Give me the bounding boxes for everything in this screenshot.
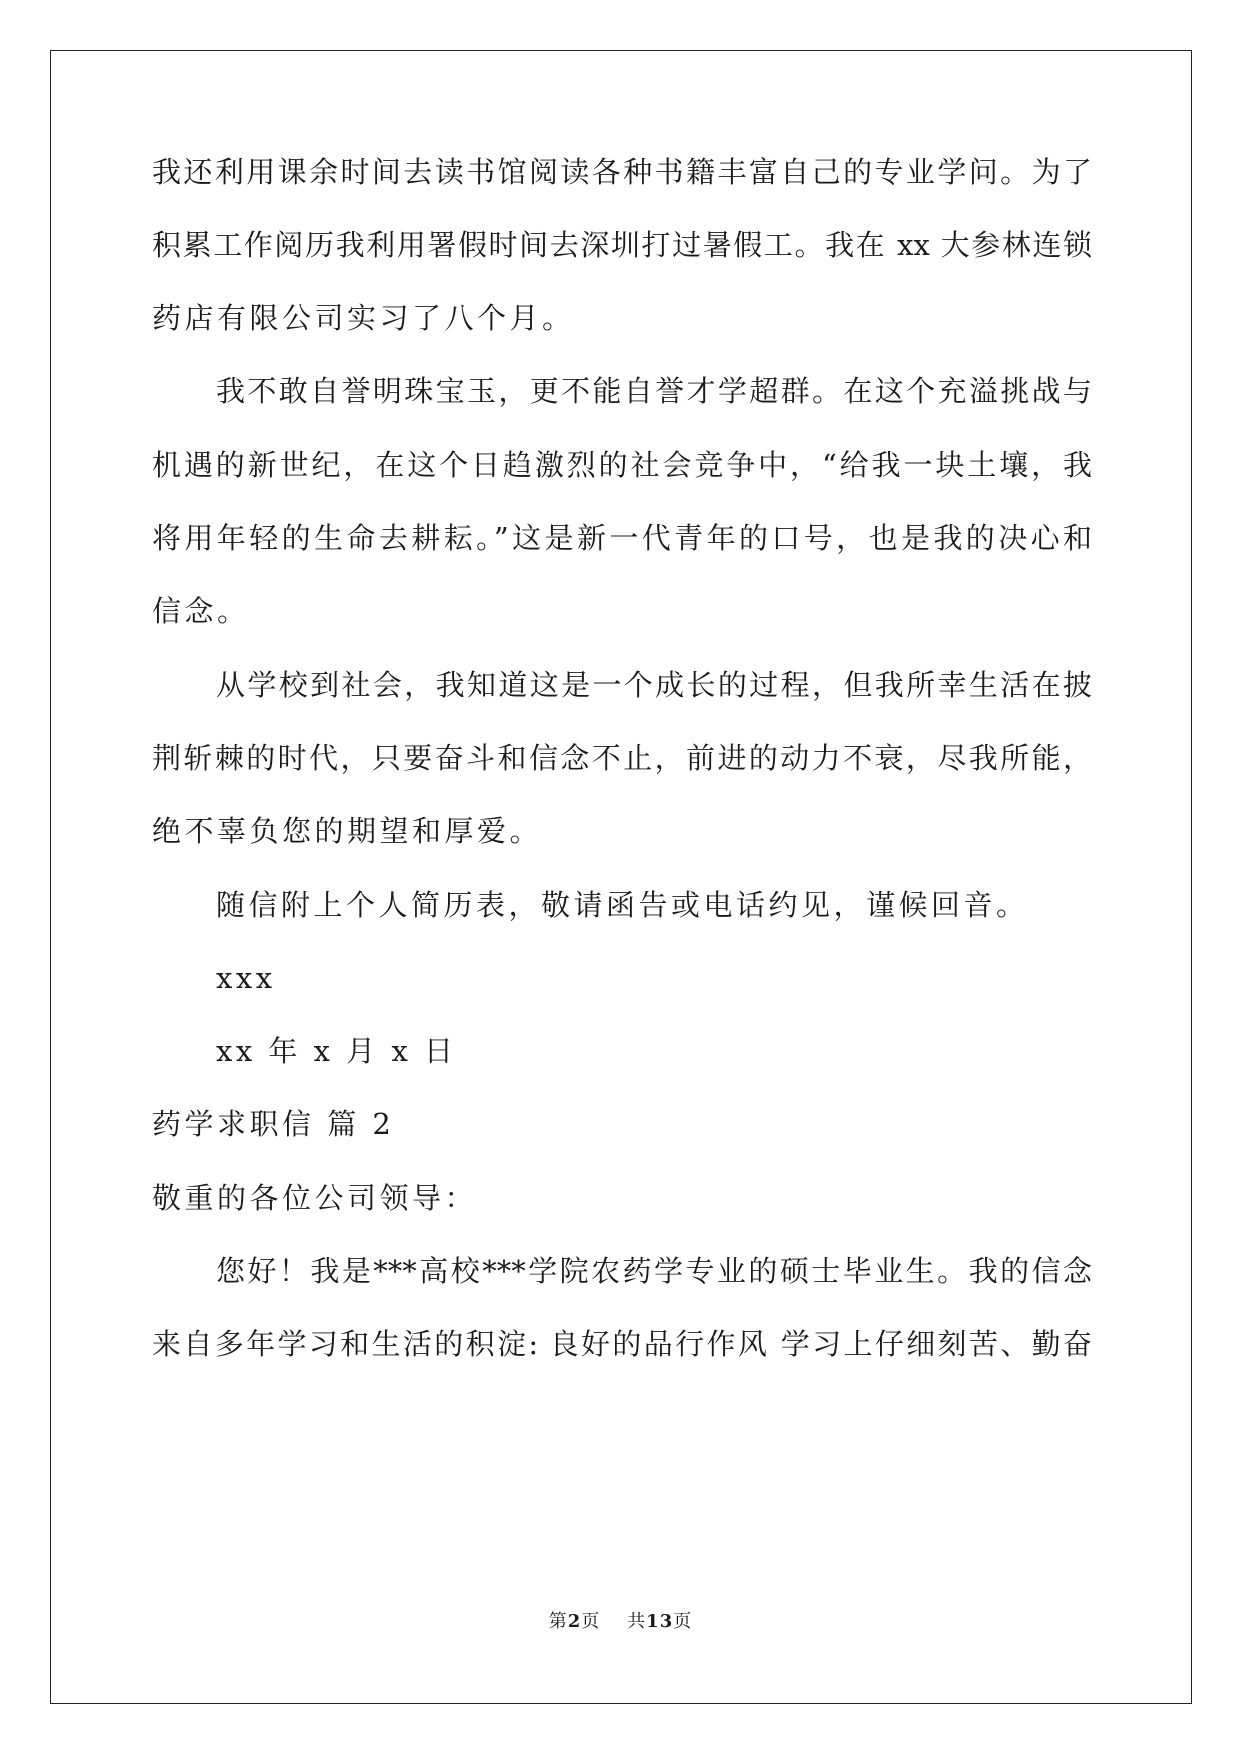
total-suffix: 页 (673, 1611, 693, 1632)
text-line: 将用年轻的生命去耕耘。”这是新一代青年的口号，也是我的决心和 (152, 521, 1092, 555)
text-line: 机遇的新世纪，在这个日趋激烈的社会竞争中，“给我一块土壤，我 (152, 448, 1092, 482)
page-prefix: 第 (548, 1611, 568, 1632)
signature-name: xxx (216, 961, 276, 995)
text-line: 我还利用课余时间去读书馆阅读各种书籍丰富自己的专业学问。为了 (152, 155, 1092, 189)
text-line: 从学校到社会，我知道这是一个成长的过程，但我所幸生活在披 (216, 668, 1092, 702)
total-pages: 13 (646, 1611, 674, 1632)
page-suffix: 页 (581, 1611, 601, 1632)
page-number: 2 (567, 1611, 582, 1632)
total-prefix: 共 (627, 1611, 647, 1632)
page-footer (0, 1610, 1241, 1634)
text-line: 来自多年学习和生活的积淀: 良好的品行作风 学习上仔细刻苦、勤奋 (152, 1327, 1092, 1361)
text-line: 信念。 (152, 594, 250, 628)
section-heading: 药学求职信 篇 2 (152, 1107, 395, 1141)
salutation: 敬重的各位公司领导： (152, 1181, 478, 1215)
text-line: 绝不辜负您的期望和厚爱。 (152, 814, 543, 848)
text-line: 积累工作阅历我利用署假时间去深圳打过暑假工。我在 xx 大参林连锁 (152, 228, 1092, 262)
text-line: 荆斩棘的时代，只要奋斗和信念不止，前进的动力不衰，尽我所能， (152, 741, 1092, 775)
text-line: 我不敢自誉明珠宝玉，更不能自誉才学超群。在这个充溢挑战与 (216, 374, 1092, 408)
text-line: 药店有限公司实习了八个月。 (152, 301, 575, 335)
text-line: 随信附上个人简历表，敬请函告或电话约见，谨候回音。 (216, 888, 1029, 922)
signature-date: xx 年 x 月 x 日 (216, 1034, 457, 1068)
text-line: 您好！我是***高校***学院农药学专业的硕士毕业生。我的信念 (216, 1254, 1092, 1288)
